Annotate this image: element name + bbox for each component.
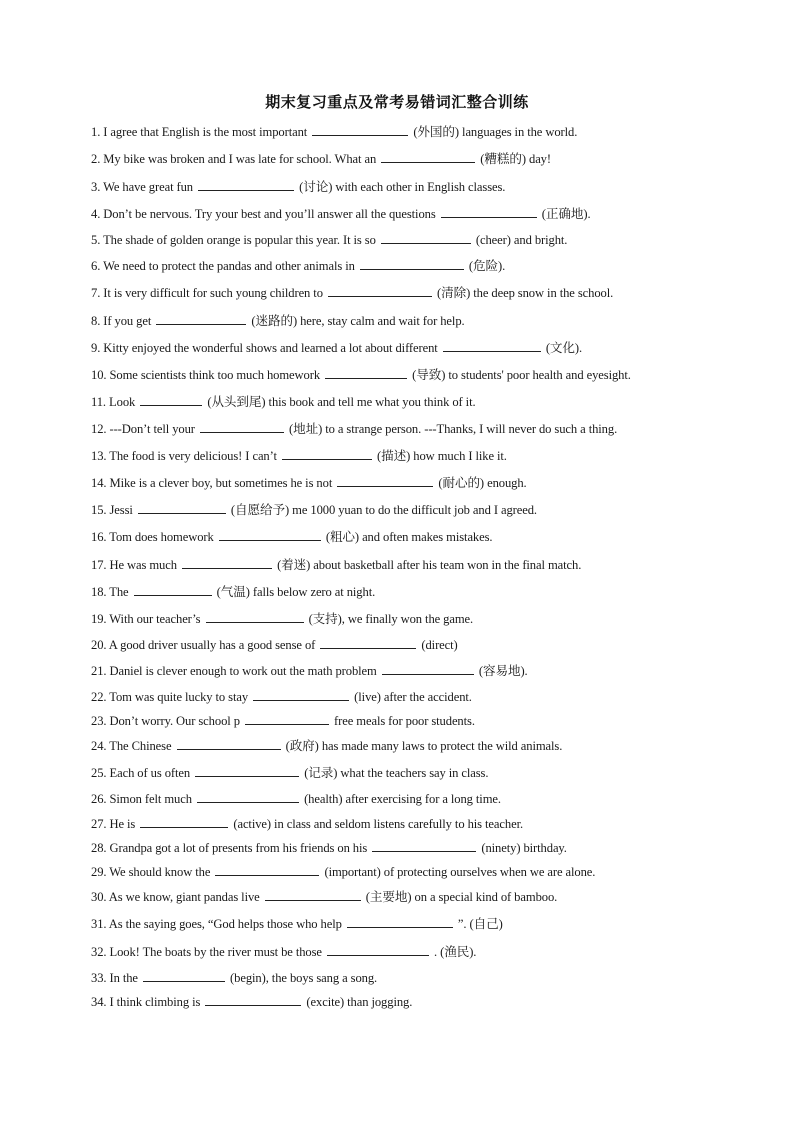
question-text-before: 24. The Chinese xyxy=(91,739,172,753)
question-1 xyxy=(91,124,577,140)
question-text-before: 27. He is xyxy=(91,817,136,831)
question-text-before: 28. Grandpa got a lot of presents from his friends on his xyxy=(91,841,368,855)
question-text-after: (迷路的) here, stay calm and wait for help. xyxy=(251,314,465,328)
question-text-after: (文化). xyxy=(545,341,583,355)
answer-blank[interactable] xyxy=(282,448,372,460)
answer-blank[interactable] xyxy=(205,994,301,1006)
question-28 xyxy=(91,840,567,856)
answer-blank[interactable] xyxy=(195,765,299,777)
answer-blank[interactable] xyxy=(245,713,329,725)
question-text-after: (着迷) about basketball after his team won in the final match. xyxy=(277,558,582,572)
question-16 xyxy=(91,529,492,545)
answer-blank[interactable] xyxy=(140,394,202,406)
question-text-after: (外国的) languages in the world. xyxy=(413,125,578,139)
answer-blank[interactable] xyxy=(134,584,212,596)
question-31 xyxy=(91,916,503,932)
answer-blank[interactable] xyxy=(140,816,228,828)
answer-blank[interactable] xyxy=(312,124,408,136)
question-30 xyxy=(91,889,557,905)
question-text-after: (ninety) birthday. xyxy=(481,841,567,855)
answer-blank[interactable] xyxy=(253,689,349,701)
question-text-after: (live) after the accident. xyxy=(354,690,472,704)
question-text-before: 7. It is very difficult for such young children to xyxy=(91,286,323,300)
question-26 xyxy=(91,791,501,807)
question-17 xyxy=(91,557,581,573)
question-text-before: 32. Look! The boats by the river must be those xyxy=(91,945,322,959)
answer-blank[interactable] xyxy=(443,340,541,352)
question-19 xyxy=(91,611,473,627)
question-2 xyxy=(91,151,551,167)
question-text-before: 4. Don’t be nervous. Try your best and you’ll answer all the questions xyxy=(91,207,436,221)
question-text-before: 34. I think climbing is xyxy=(91,995,201,1009)
page-title: 期末复习重点及常考易错词汇整合训练 xyxy=(265,93,529,111)
answer-blank[interactable] xyxy=(347,916,453,928)
question-12 xyxy=(91,421,617,437)
answer-blank[interactable] xyxy=(441,206,537,218)
question-text-before: 6. We need to protect the pandas and other animals in xyxy=(91,259,355,273)
answer-blank[interactable] xyxy=(382,663,474,675)
answer-blank[interactable] xyxy=(197,791,299,803)
question-text-before: 21. Daniel is clever enough to work out the math problem xyxy=(91,664,377,678)
question-text-before: 13. The food is very delicious! I can’t xyxy=(91,449,277,463)
question-text-before: 3. We have great fun xyxy=(91,180,194,194)
answer-blank[interactable] xyxy=(206,611,304,623)
question-10 xyxy=(91,367,631,383)
question-text-before: 8. If you get xyxy=(91,314,152,328)
answer-blank[interactable] xyxy=(156,313,246,325)
question-25 xyxy=(91,765,488,781)
question-text-after: (政府) has made many laws to protect the wild animals. xyxy=(285,739,563,753)
answer-blank[interactable] xyxy=(381,151,475,163)
answer-blank[interactable] xyxy=(219,529,321,541)
question-14 xyxy=(91,475,527,491)
question-text-after: (地址) to a strange person. ---Thanks, I will never do such a thing. xyxy=(289,422,618,436)
question-text-after: (正确地). xyxy=(541,207,591,221)
question-text-after: (耐心的) enough. xyxy=(438,476,527,490)
question-11 xyxy=(91,394,476,410)
answer-blank[interactable] xyxy=(138,502,226,514)
question-text-before: 11. Look xyxy=(91,395,136,409)
question-text-after: (危险). xyxy=(468,259,506,273)
question-text-after: (记录) what the teachers say in class. xyxy=(304,766,489,780)
answer-blank[interactable] xyxy=(320,637,416,649)
question-15 xyxy=(91,502,537,518)
answer-blank[interactable] xyxy=(200,421,284,433)
question-text-after: (容易地). xyxy=(478,664,528,678)
question-text-before: 30. As we know, giant pandas live xyxy=(91,890,260,904)
answer-blank[interactable] xyxy=(381,232,471,244)
answer-blank[interactable] xyxy=(328,285,432,297)
question-24 xyxy=(91,738,562,754)
question-3 xyxy=(91,179,505,195)
question-5 xyxy=(91,232,567,248)
question-text-before: 33. In the xyxy=(91,971,138,985)
answer-blank[interactable] xyxy=(215,864,319,876)
question-text-before: 9. Kitty enjoyed the wonderful shows and learned a lot about different xyxy=(91,341,438,355)
question-text-before: 12. ---Don’t tell your xyxy=(91,422,195,436)
question-text-before: 23. Don’t worry. Our school p xyxy=(91,714,240,728)
question-text-after: (主要地) on a special kind of bamboo. xyxy=(365,890,558,904)
question-22 xyxy=(91,689,472,705)
answer-blank[interactable] xyxy=(265,889,361,901)
question-text-after: (important) of protecting ourselves when we are alone. xyxy=(324,865,596,879)
question-18 xyxy=(91,584,375,600)
answer-blank[interactable] xyxy=(143,970,225,982)
question-27 xyxy=(91,816,523,832)
question-text-after: (清除) the deep snow in the school. xyxy=(437,286,614,300)
question-text-after: . (渔民). xyxy=(434,945,477,959)
answer-blank[interactable] xyxy=(372,840,476,852)
question-8 xyxy=(91,313,465,329)
answer-blank[interactable] xyxy=(182,557,272,569)
question-text-before: 26. Simon felt much xyxy=(91,792,192,806)
question-text-before: 16. Tom does homework xyxy=(91,530,214,544)
question-29 xyxy=(91,864,595,880)
question-text-after: (粗心) and often makes mistakes. xyxy=(325,530,493,544)
question-text-after: free meals for poor students. xyxy=(334,714,475,728)
question-text-before: 22. Tom was quite lucky to stay xyxy=(91,690,249,704)
question-6 xyxy=(91,258,505,274)
question-text-before: 5. The shade of golden orange is popular this year. It is so xyxy=(91,233,376,247)
question-text-before: 31. As the saying goes, “God helps those who help xyxy=(91,917,342,931)
question-text-before: 25. Each of us often xyxy=(91,766,191,780)
question-text-after: ”. (自己) xyxy=(457,917,503,931)
question-text-before: 17. He was much xyxy=(91,558,177,572)
question-text-after: (active) in class and seldom listens carefully to his teacher. xyxy=(233,817,524,831)
question-9 xyxy=(91,340,582,356)
question-text-before: 10. Some scientists think too much homework xyxy=(91,368,321,382)
answer-blank[interactable] xyxy=(337,475,433,487)
question-text-before: 29. We should know the xyxy=(91,865,211,879)
question-32 xyxy=(91,944,476,960)
question-text-after: (health) after exercising for a long time. xyxy=(304,792,501,806)
question-text-before: 19. With our teacher’s xyxy=(91,612,201,626)
question-21 xyxy=(91,663,528,679)
question-text-after: (支持), we finally won the game. xyxy=(308,612,474,626)
question-text-before: 1. I agree that English is the most important xyxy=(91,125,308,139)
question-text-before: 18. The xyxy=(91,585,129,599)
question-text-after: (气温) falls below zero at night. xyxy=(216,585,376,599)
question-33 xyxy=(91,970,377,986)
question-text-after: (excite) than jogging. xyxy=(306,995,413,1009)
question-4 xyxy=(91,206,591,222)
question-7 xyxy=(91,285,613,301)
answer-blank[interactable] xyxy=(325,367,407,379)
question-text-before: 2. My bike was broken and I was late for school. What an xyxy=(91,152,377,166)
question-text-before: 20. A good driver usually has a good sense of xyxy=(91,638,316,652)
question-text-after: (描述) how much I like it. xyxy=(377,449,507,463)
answer-blank[interactable] xyxy=(177,738,281,750)
question-text-after: (cheer) and bright. xyxy=(475,233,568,247)
question-23 xyxy=(91,713,475,729)
question-text-after: (从头到尾) this book and tell me what you think of it. xyxy=(207,395,476,409)
question-text-after: (糟糕的) day! xyxy=(480,152,551,166)
question-text-after: (direct) xyxy=(421,638,458,652)
answer-blank[interactable] xyxy=(360,258,464,270)
question-text-after: (自愿给予) me 1000 yuan to do the difficult job and I agreed. xyxy=(230,503,537,517)
question-text-before: 14. Mike is a clever boy, but sometimes he is not xyxy=(91,476,333,490)
question-20 xyxy=(91,637,458,653)
answer-blank[interactable] xyxy=(198,179,294,191)
question-34 xyxy=(91,994,412,1010)
question-text-after: (begin), the boys sang a song. xyxy=(230,971,378,985)
question-13 xyxy=(91,448,507,464)
question-text-after: (导致) to students' poor health and eyesight. xyxy=(412,368,631,382)
question-text-after: (讨论) with each other in English classes. xyxy=(299,180,506,194)
question-text-before: 15. Jessi xyxy=(91,503,133,517)
answer-blank[interactable] xyxy=(327,944,429,956)
